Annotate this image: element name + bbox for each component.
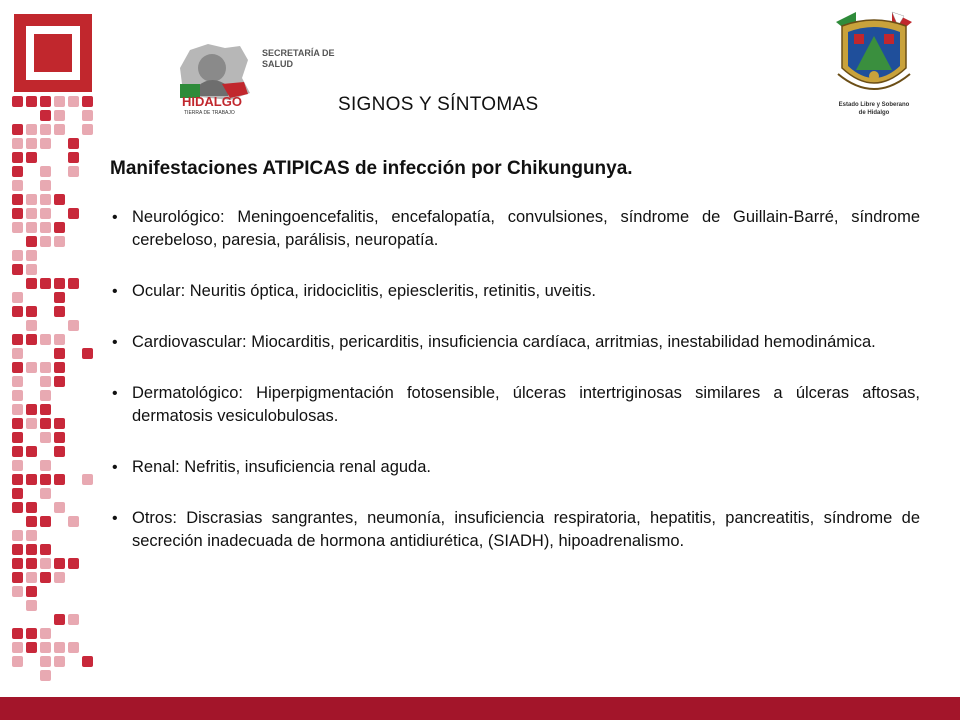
pixel-tile — [82, 124, 93, 135]
pixel-tile — [54, 614, 65, 625]
pixel-tile — [12, 488, 23, 499]
pixel-tile — [12, 642, 23, 653]
pixel-tile — [26, 600, 37, 611]
pixel-tile — [40, 138, 51, 149]
slide-title: SIGNOS Y SÍNTOMAS — [338, 94, 539, 115]
pixel-tile — [40, 572, 51, 583]
bullet-text: Ocular: Neuritis óptica, iridociclitis, epiescleritis, retinitis, uveitis. — [132, 282, 596, 300]
pixel-tile — [12, 656, 23, 667]
pixel-tile — [12, 474, 23, 485]
pixel-tile — [68, 558, 79, 569]
pixel-tile — [12, 404, 23, 415]
pixel-tile — [26, 320, 37, 331]
pixel-tile — [26, 264, 37, 275]
pixel-tile — [40, 418, 51, 429]
pixel-tile — [12, 544, 23, 555]
pixel-tile — [12, 96, 23, 107]
hidalgo-tagline: TIERRA DE TRABAJO — [184, 110, 235, 116]
pixel-tile — [26, 642, 37, 653]
pixel-tile — [68, 278, 79, 289]
pixel-pattern — [0, 96, 110, 696]
hidalgo-map-logo-icon — [170, 38, 260, 118]
pixel-tile — [40, 334, 51, 345]
pixel-tile — [54, 194, 65, 205]
pixel-tile — [54, 656, 65, 667]
pixel-tile — [68, 96, 79, 107]
pixel-tile — [40, 124, 51, 135]
pixel-tile — [12, 432, 23, 443]
pixel-tile — [12, 502, 23, 513]
pixel-tile — [54, 306, 65, 317]
pixel-tile — [26, 138, 37, 149]
pixel-tile — [68, 152, 79, 163]
pixel-tile — [12, 292, 23, 303]
pixel-tile — [54, 110, 65, 121]
pixel-tile — [54, 348, 65, 359]
pixel-tile — [12, 530, 23, 541]
pixel-tile — [54, 558, 65, 569]
pixel-tile — [40, 390, 51, 401]
pixel-tile — [26, 516, 37, 527]
pixel-tile — [26, 558, 37, 569]
pixel-tile — [12, 180, 23, 191]
left-decorative-band — [0, 0, 110, 700]
pixel-tile — [12, 138, 23, 149]
estado-hidalgo-coat-of-arms — [826, 8, 922, 120]
pixel-tile — [26, 152, 37, 163]
pixel-tile — [26, 586, 37, 597]
pixel-tile — [26, 544, 37, 555]
pixel-tile — [26, 194, 37, 205]
pixel-tile — [68, 516, 79, 527]
pixel-tile — [40, 180, 51, 191]
bullet-dot-icon: • — [112, 334, 118, 351]
pixel-tile — [54, 236, 65, 247]
pixel-tile — [40, 96, 51, 107]
pixel-tile — [40, 516, 51, 527]
pixel-tile — [40, 474, 51, 485]
pixel-tile — [12, 222, 23, 233]
bullet-text: Otros: Discrasias sangrantes, neumonía, insuficiencia respiratoria, hepatitis, pancreatitis, síndrome de secreción inadecuada de hormona antidiurética, (SIADH), hipoadrenalismo. — [132, 509, 920, 550]
bullet-item-ocular — [112, 280, 920, 303]
bullet-item-dermatologico — [112, 382, 920, 428]
pixel-tile — [12, 446, 23, 457]
brand-square-logo — [14, 14, 92, 92]
pixel-tile — [54, 96, 65, 107]
estado-caption-line2: de Hidalgo — [858, 110, 890, 116]
pixel-tile — [54, 222, 65, 233]
pixel-tile — [26, 250, 37, 261]
pixel-tile — [26, 208, 37, 219]
pixel-tile — [54, 362, 65, 373]
pixel-tile — [82, 474, 93, 485]
bullet-text: Renal: Nefritis, insuficiencia renal aguda. — [132, 458, 431, 476]
bullet-text: Neurológico: Meningoencefalitis, encefalopatía, convulsiones, síndrome de Guillain-Barré, síndrome cerebeloso, paresia, parálisis, neuropatía. — [132, 208, 920, 249]
pixel-tile — [12, 418, 23, 429]
pixel-tile — [26, 502, 37, 513]
pixel-tile — [26, 124, 37, 135]
pixel-tile — [54, 334, 65, 345]
pixel-tile — [26, 222, 37, 233]
pixel-tile — [26, 334, 37, 345]
pixel-tile — [82, 348, 93, 359]
pixel-tile — [40, 656, 51, 667]
pixel-tile — [40, 236, 51, 247]
pixel-tile — [12, 124, 23, 135]
pixel-tile — [40, 544, 51, 555]
pixel-tile — [40, 488, 51, 499]
pixel-tile — [12, 152, 23, 163]
pixel-tile — [68, 320, 79, 331]
pixel-tile — [26, 236, 37, 247]
pixel-tile — [54, 474, 65, 485]
pixel-tile — [12, 306, 23, 317]
bullet-dot-icon: • — [112, 385, 118, 402]
pixel-tile — [12, 334, 23, 345]
bullet-dot-icon: • — [112, 459, 118, 476]
pixel-tile — [68, 166, 79, 177]
estado-caption-line1: Estado Libre y Soberano — [838, 102, 910, 108]
pixel-tile — [26, 418, 37, 429]
hidalgo-logo-text: HIDALGO — [182, 94, 242, 109]
pixel-tile — [26, 306, 37, 317]
pixel-tile — [26, 474, 37, 485]
pixel-tile — [54, 502, 65, 513]
bullet-item-cardiovascular — [112, 331, 920, 354]
pixel-tile — [12, 390, 23, 401]
pixel-tile — [68, 208, 79, 219]
pixel-tile — [26, 628, 37, 639]
pixel-tile — [54, 432, 65, 443]
pixel-tile — [40, 110, 51, 121]
pixel-tile — [40, 222, 51, 233]
coat-of-arms-icon — [826, 8, 922, 120]
bullet-dot-icon: • — [112, 283, 118, 300]
pixel-tile — [82, 110, 93, 121]
pixel-tile — [12, 250, 23, 261]
bullet-item-renal — [112, 456, 920, 479]
bullet-text: Dermatológico: Hiperpigmentación fotosensible, úlceras intertriginosas similares a úlceras aftosas, dermatosis vesiculobulosas. — [132, 384, 920, 425]
pixel-tile — [54, 278, 65, 289]
pixel-tile — [12, 208, 23, 219]
pixel-tile — [54, 292, 65, 303]
pixel-tile — [26, 278, 37, 289]
pixel-tile — [68, 138, 79, 149]
pixel-tile — [12, 586, 23, 597]
pixel-tile — [40, 362, 51, 373]
pixel-tile — [54, 642, 65, 653]
bullet-item-neurologico — [112, 206, 920, 252]
pixel-tile — [40, 166, 51, 177]
bullet-dot-icon: • — [112, 209, 118, 226]
pixel-tile — [12, 572, 23, 583]
pixel-tile — [68, 642, 79, 653]
pixel-tile — [40, 404, 51, 415]
pixel-tile — [40, 376, 51, 387]
pixel-tile — [40, 460, 51, 471]
pixel-tile — [26, 530, 37, 541]
pixel-tile — [26, 446, 37, 457]
pixel-tile — [40, 278, 51, 289]
pixel-tile — [40, 432, 51, 443]
pixel-tile — [26, 96, 37, 107]
pixel-tile — [12, 628, 23, 639]
pixel-tile — [26, 362, 37, 373]
pixel-tile — [12, 362, 23, 373]
pixel-tile — [54, 446, 65, 457]
pixel-tile — [68, 614, 79, 625]
pixel-tile — [40, 670, 51, 681]
secretaria-label: SECRETARÍA DE SALUD — [262, 48, 335, 69]
pixel-tile — [12, 166, 23, 177]
pixel-tile — [40, 194, 51, 205]
pixel-tile — [40, 558, 51, 569]
pixel-tile — [12, 264, 23, 275]
slide-subtitle: Manifestaciones ATIPICAS de infección por Chikungunya. — [110, 158, 633, 179]
pixel-tile — [40, 208, 51, 219]
pixel-tile — [12, 460, 23, 471]
pixel-tile — [82, 96, 93, 107]
pixel-tile — [54, 124, 65, 135]
pixel-tile — [26, 572, 37, 583]
pixel-tile — [40, 628, 51, 639]
bullet-item-otros — [112, 507, 920, 553]
pixel-tile — [54, 376, 65, 387]
bullet-text: Cardiovascular: Miocarditis, pericarditis, insuficiencia cardíaca, arritmias, inestabilidad hemodinámica. — [132, 333, 876, 351]
pixel-tile — [12, 348, 23, 359]
pixel-tile — [40, 642, 51, 653]
bullet-list — [112, 206, 920, 581]
bullet-dot-icon: • — [112, 510, 118, 527]
pixel-tile — [12, 376, 23, 387]
pixel-tile — [12, 558, 23, 569]
bottom-bar — [0, 697, 960, 720]
pixel-tile — [26, 404, 37, 415]
pixel-tile — [54, 572, 65, 583]
pixel-tile — [82, 656, 93, 667]
pixel-tile — [12, 194, 23, 205]
pixel-tile — [54, 418, 65, 429]
